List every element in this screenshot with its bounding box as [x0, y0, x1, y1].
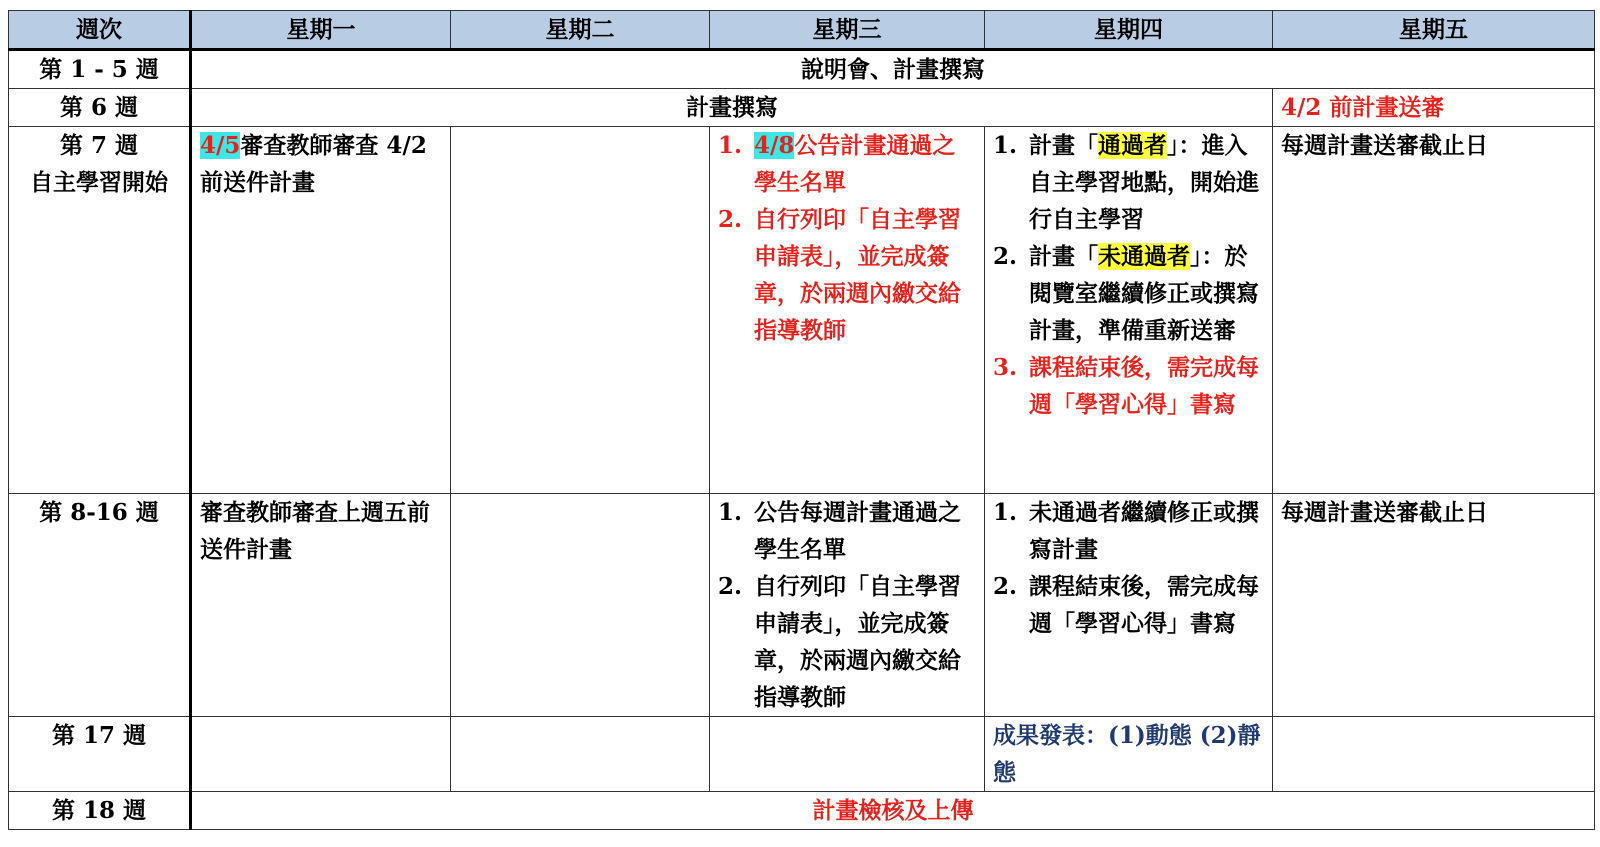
week-7-friday: 每週計畫送審截止日 [1273, 127, 1595, 494]
list-number: 3. [993, 354, 1018, 381]
list-number: 2. [718, 206, 743, 233]
list-item [718, 568, 976, 716]
header-week: 週次 [9, 11, 191, 50]
weeks-8-16-monday: 審查教師審查上週五前送件計畫 [191, 494, 451, 717]
weeks-8-16-friday: 每週計畫送審截止日 [1273, 494, 1595, 717]
week-17-tuesday [451, 717, 710, 792]
table-row [9, 717, 1595, 792]
yellow-highlight: 通過者 [1098, 132, 1167, 159]
table-row [9, 792, 1595, 830]
date-highlight: 4/5 [200, 132, 241, 159]
week-cell: 第 1 - 5 週 [9, 50, 191, 89]
week-7-thursday [985, 127, 1273, 494]
week-cell: 第 18 週 [9, 792, 191, 830]
list-item-text: 未通過者繼續修正或撰寫計畫 [1029, 499, 1259, 563]
week-17-thursday: 成果發表：(1)動態 (2)靜態 [985, 717, 1273, 792]
week-17-monday [191, 717, 451, 792]
list-item-text: 」：於閱覽室繼續修正或撰寫計畫，準備重新送審 [1029, 243, 1259, 344]
weeks-8-16-thursday [985, 494, 1273, 717]
header-wednesday: 星期三 [710, 11, 985, 50]
list-number: 1. [718, 499, 743, 526]
week-cell: 第 6 週 [9, 89, 191, 127]
list-number: 2. [993, 243, 1018, 270]
date-highlight: 4/8 [754, 132, 795, 159]
header-thursday: 星期四 [985, 11, 1273, 50]
table-row [9, 494, 1595, 717]
list-item-text: 公告每週計畫通過之學生名單 [754, 499, 961, 563]
list-item [993, 127, 1264, 238]
monday-text: 審查教師審查 4/2 前送件計畫 [200, 132, 427, 196]
week-17-wednesday [710, 717, 985, 792]
schedule-table [8, 10, 1595, 830]
week-sublabel: 自主學習開始 [30, 169, 168, 196]
week-6-activity: 計畫撰寫 [191, 89, 1273, 127]
list-item [993, 238, 1264, 349]
list-item [718, 494, 976, 568]
list-item-text: 自行列印「自主學習申請表」，並完成簽章，於兩週內繳交給指導教師 [754, 573, 961, 711]
week-18-activity: 計畫檢核及上傳 [191, 792, 1595, 830]
week-cell: 第 17 週 [9, 717, 191, 792]
weeks-1-5-activity: 說明會、計畫撰寫 [191, 50, 1595, 89]
list-number: 1. [993, 499, 1018, 526]
weeks-8-16-wednesday [710, 494, 985, 717]
list-number: 1. [718, 132, 743, 159]
list-item [993, 494, 1264, 568]
list-item [993, 568, 1264, 642]
week-6-friday-deadline: 4/2 前計畫送審 [1273, 89, 1595, 127]
list-item-text: 課程結束後，需完成每週「學習心得」書寫 [1029, 573, 1259, 637]
yellow-highlight: 未通過者 [1098, 243, 1190, 270]
header-friday: 星期五 [1273, 11, 1595, 50]
list-item [718, 127, 976, 201]
header-tuesday: 星期二 [451, 11, 710, 50]
header-monday: 星期一 [191, 11, 451, 50]
week-cell [9, 127, 191, 494]
week-7-wednesday [710, 127, 985, 494]
thursday-list [993, 494, 1264, 642]
weeks-8-16-tuesday [451, 494, 710, 717]
list-item [718, 201, 976, 349]
week-7-tuesday [451, 127, 710, 494]
list-item-text: 自行列印「自主學習申請表」，並完成簽章，於兩週內繳交給指導教師 [754, 206, 961, 344]
week-17-friday [1273, 717, 1595, 792]
week-label: 第 7 週 [59, 132, 139, 159]
header-row [9, 11, 1595, 50]
list-number: 2. [718, 573, 743, 600]
list-item-text: 課程結束後，需完成每週「學習心得」書寫 [1029, 354, 1259, 418]
thursday-list [993, 127, 1264, 423]
list-item-text: 計畫「 [1029, 132, 1098, 159]
wednesday-list [718, 127, 976, 349]
table-row [9, 89, 1595, 127]
list-number: 1. [993, 132, 1018, 159]
week-7-monday [191, 127, 451, 494]
list-item-text: 公告計畫通過之學生名單 [754, 132, 956, 196]
table-row [9, 127, 1595, 494]
list-number: 2. [993, 573, 1018, 600]
list-item-text: 計畫「 [1029, 243, 1098, 270]
week-cell: 第 8-16 週 [9, 494, 191, 717]
list-item-text: 」：進入自主學習地點，開始進行自主學習 [1029, 132, 1259, 233]
wednesday-list [718, 494, 976, 716]
list-item [993, 349, 1264, 423]
table-row [9, 50, 1595, 89]
